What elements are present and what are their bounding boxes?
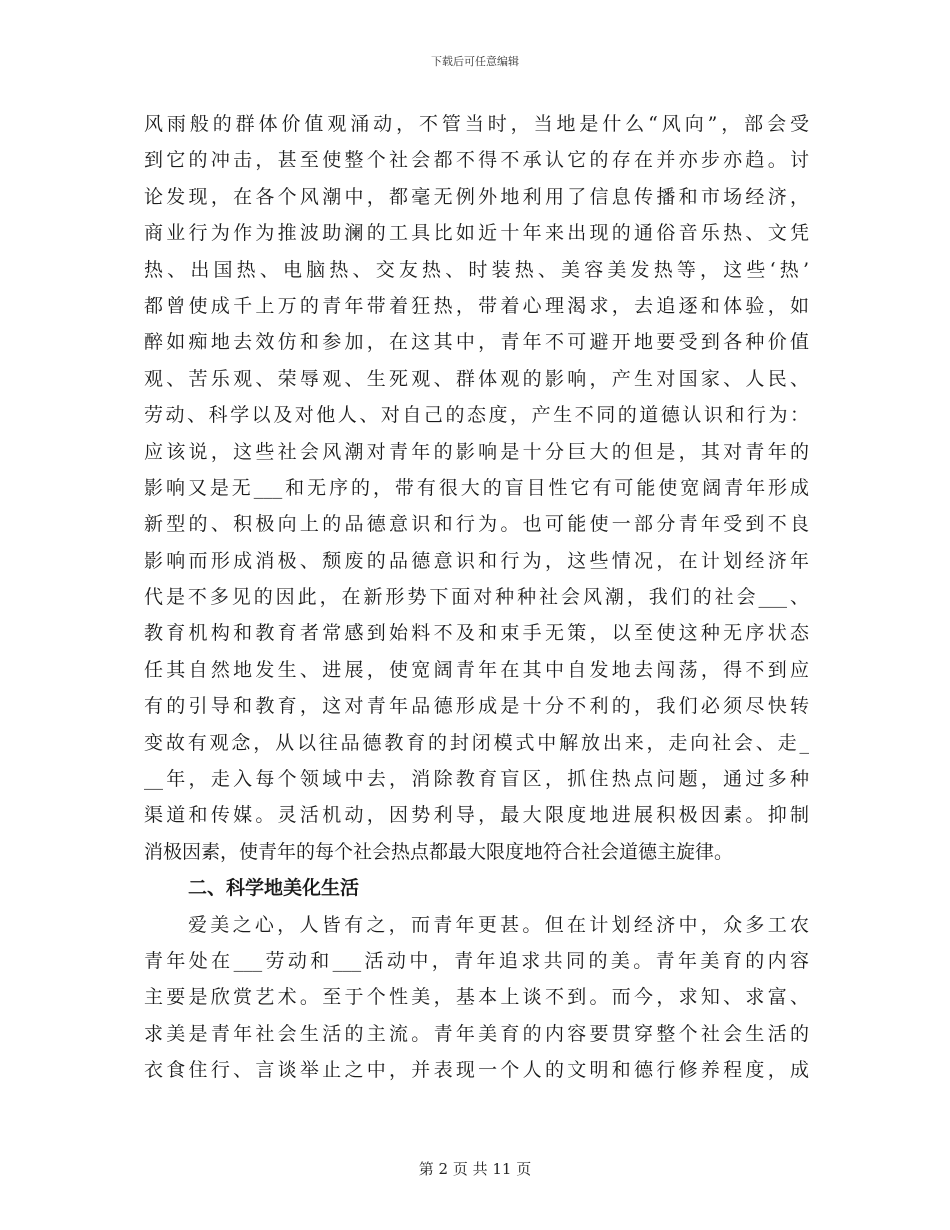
- section-line: 青年处在___劳动和___活动中，青年追求共同的美。青年美育的内容: [144, 949, 809, 972]
- body-line: 渠道和传媒。灵活机动，因势利导，最大限度地进展积极因素。抑制: [144, 804, 809, 827]
- page-footer: 第 2 页 共 11 页: [418, 1160, 532, 1178]
- body-line: 任其自然地发生、进展，使宽阔青年在其中自发地去闯荡，得不到应: [144, 658, 809, 681]
- document-body: [144, 106, 809, 1089]
- body-line: 代是不多见的因此，在新形势下面对种种社会风潮，我们的社会___、: [144, 586, 809, 609]
- body-line: 醉如痴地去效仿和参加，在这其中，青年不可避开地要受到各种价值: [144, 331, 809, 354]
- body-line: 都曾使成千上万的青年带着狂热，带着心理渴求，去追逐和体验，如: [144, 294, 809, 317]
- body-line: 观、苦乐观、荣辱观、生死观、群体观的影响，产生对国家、人民、: [144, 367, 809, 390]
- body-line: 影响又是无___和无序的，带有很大的盲目性它有可能使宽阔青年形成: [144, 476, 809, 499]
- body-line: 变故有观念，从以往品德教育的封闭模式中解放出来，走向社会、走_: [144, 731, 809, 754]
- body-line: 新型的、积极向上的品德意识和行为。也可能使一部分青年受到不良: [144, 513, 809, 536]
- body-line: __年，走入每个领域中去，消除教育盲区，抓住热点问题，通过多种: [144, 768, 809, 791]
- body-line: 风雨般的群体价值观涌动，不管当时，当地是什么“风向”，部会受: [144, 113, 809, 135]
- body-line: 商业行为作为推波助澜的工具比如近十年来出现的通俗音乐热、文凭: [144, 222, 809, 245]
- section-line: 爱美之心，人皆有之，而青年更甚。但在计划经济中，众多工农: [188, 913, 809, 936]
- section-line: 主要是欣赏艺术。至于个性美，基本上谈不到。而今，求知、求富、: [144, 986, 809, 1009]
- body-line: 论发现，在各个风潮中，都毫无例外地利用了信息传播和市场经济，: [144, 185, 809, 208]
- body-line: 影响而形成消极、颓废的品德意识和行为，这些情况，在计划经济年: [144, 549, 809, 572]
- body-line: 到它的冲击，甚至使整个社会都不得不承认它的存在并亦步亦趋。讨: [144, 149, 809, 172]
- body-line: 有的引导和教育，这对青年品德形成是十分不利的，我们必须尽快转: [144, 695, 809, 718]
- body-line: 教育机构和教育者常感到始料不及和束手无策，以至使这种无序状态: [144, 622, 809, 645]
- body-line: 应该说，这些社会风潮对青年的影响是十分巨大的但是，其对青年的: [144, 440, 809, 463]
- page-header: 下载后可任意编辑: [431, 55, 519, 68]
- section-heading: 二、科学地美化生活: [188, 877, 360, 900]
- body-line: 消极因素，使青年的每个社会热点都最大限度地符合社会道德主旋律。: [144, 840, 734, 863]
- section-line: 求美是青年社会生活的主流。青年美育的内容要贯穿整个社会生活的: [144, 1022, 809, 1045]
- section-line: 衣食住行、言谈举止之中，并表现一个人的文明和德行修养程度，成: [144, 1059, 809, 1082]
- body-line: 劳动、科学以及对他人、对自己的态度，产生不同的道德认识和行为：: [144, 404, 809, 427]
- body-line: 热、出国热、电脑热、交友热、时装热、美容美发热等，这些‘热’: [144, 258, 809, 281]
